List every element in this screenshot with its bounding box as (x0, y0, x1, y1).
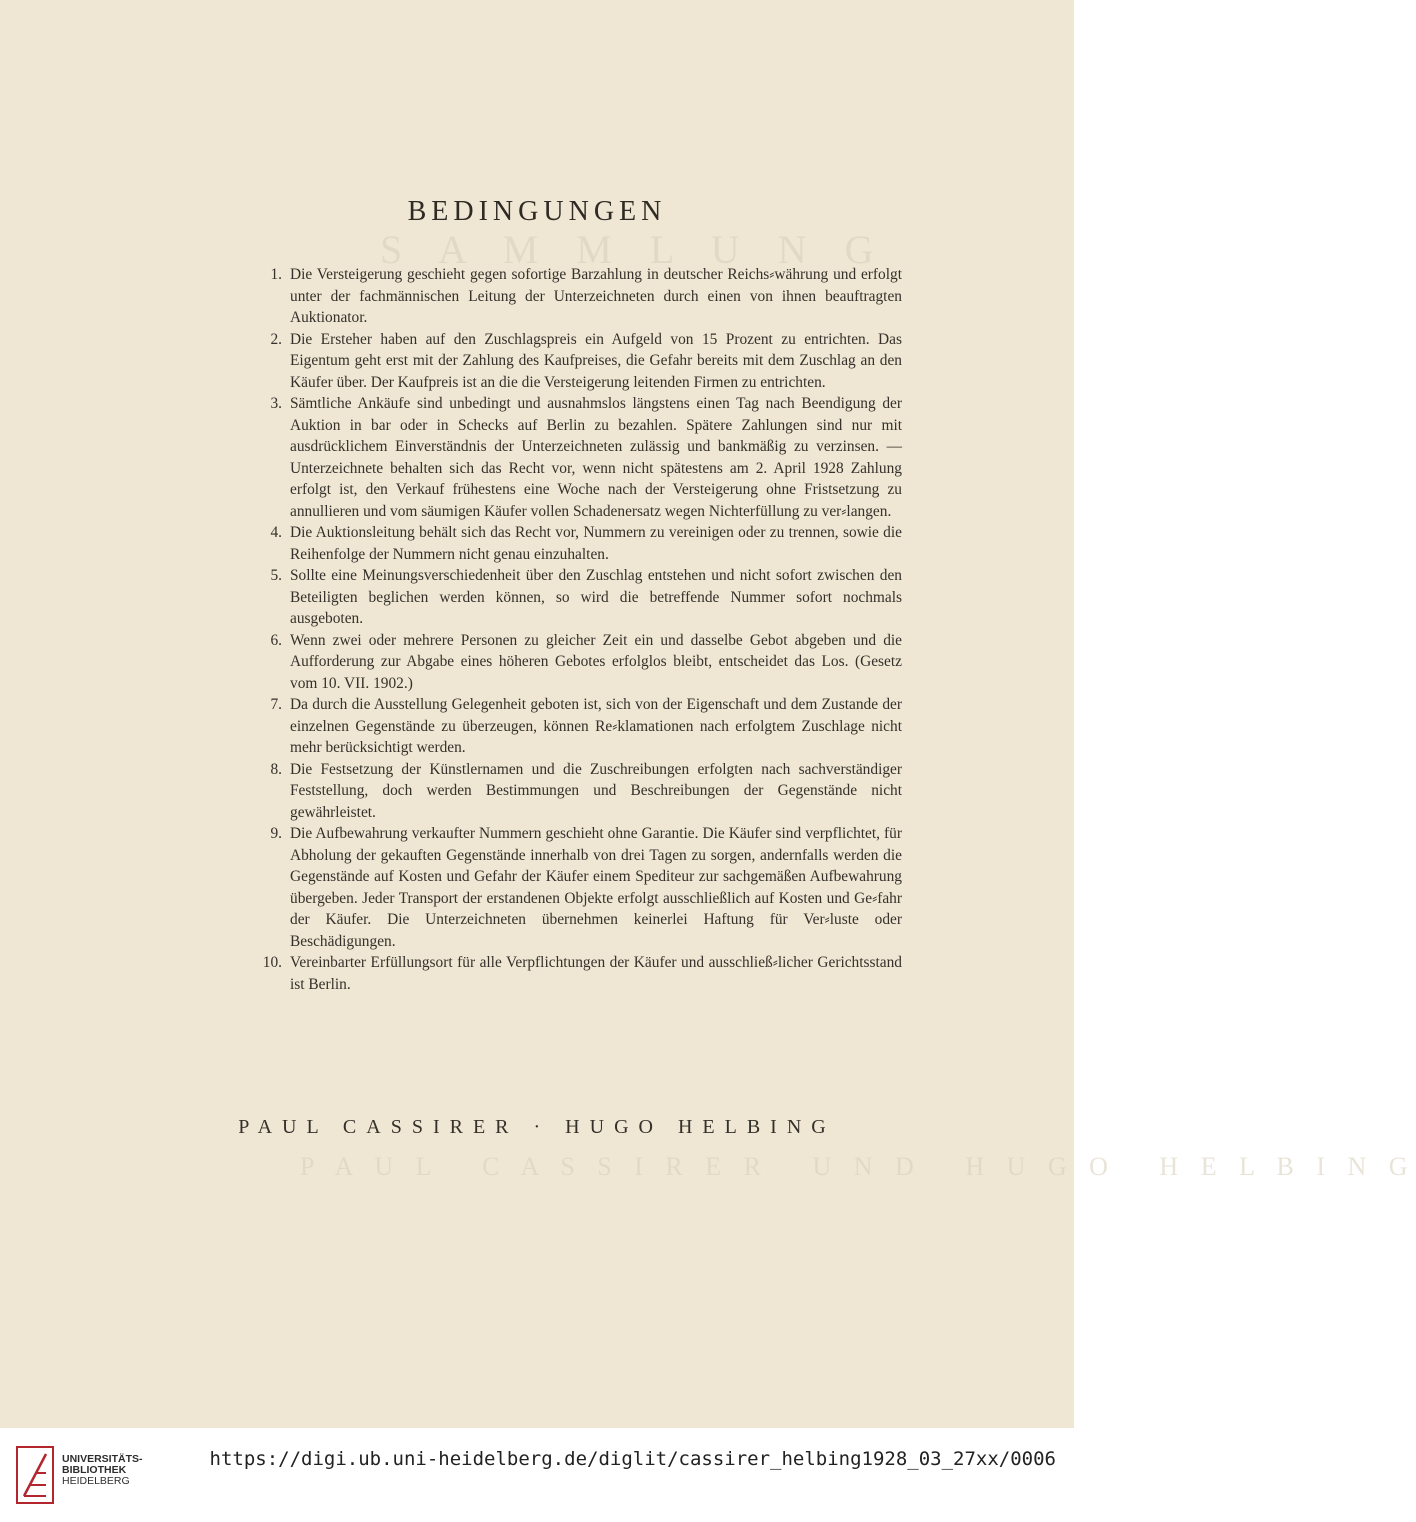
show-through-decoration: S A M M L U N G (380, 227, 888, 272)
list-item (254, 565, 902, 630)
item-number: 2. (270, 330, 282, 348)
signature-line: PAUL CASSIRER · HUGO HELBING (238, 1116, 836, 1138)
item-number: 1. (270, 266, 282, 283)
list-item (254, 630, 902, 695)
document-url-link[interactable]: https://digi.ub.uni-heidelberg.de/diglit/cassirer_helbing1928_03_27xx/0006 (209, 1448, 1056, 1470)
item-text: Die Auktionsleitung behält sich das Recht vor, Nummern zu vereinigen oder zu trennen, sowie die Reihenfolge der Nummern nicht genau einzuhalten. (290, 524, 902, 563)
item-text: Die Versteigerung geschieht gegen sofortige Barzahlung in deutscher Reichs⸗währung und erfolgt unter der fachmännischen Leitung der Unterzeichneten durch einen von ihnen beauftragten Auktionator. (290, 266, 902, 326)
item-text: Die Festsetzung der Künstlernamen und die Zuschreibungen erfolgten nach sachverständiger Feststellung, doch werden Bestimmungen und Beschreibungen der Gegenstände nicht gewährleistet. (290, 760, 902, 821)
item-text: Wenn zwei oder mehrere Personen zu gleicher Zeit ein und dasselbe Gebot abgeben und die Aufforderung zur Abgabe eines höheren Gebotes erfolglos bleibt, entscheidet das Los. (Gesetz vom 10. VII. 1902.) (290, 631, 902, 692)
item-text: Sollte eine Meinungsverschiedenheit über den Zuschlag entstehen und nicht sofort zwischen den Beteiligten beglichen werden können, so wird die betreffende Nummer sofort nochmals ausgeboten. (290, 567, 902, 627)
item-number: 6. (270, 631, 282, 649)
show-through-decoration: P A U L C A S S I R E R U N D H U G O H E L B I N G (300, 1152, 1416, 1181)
conditions-list (254, 264, 902, 995)
list-item (254, 393, 902, 522)
list-item (254, 329, 902, 394)
item-number: 4. (270, 524, 282, 541)
library-name-line: UNIVERSITÄTS- (62, 1453, 143, 1465)
item-number: 8. (270, 760, 282, 778)
list-item (254, 694, 902, 759)
item-number: 9. (270, 825, 282, 842)
list-item (254, 264, 902, 329)
list-item (254, 759, 902, 824)
item-number: 7. (270, 696, 282, 713)
item-number: 5. (270, 567, 282, 584)
page-title: BEDINGUNGEN (407, 196, 667, 227)
list-item (254, 522, 902, 565)
list-item (254, 952, 902, 995)
library-name-line: BIBLIOTHEK (62, 1464, 127, 1476)
item-number: 10. (262, 954, 282, 971)
university-library-logo-icon (16, 1446, 54, 1504)
item-text: Die Ersteher haben auf den Zuschlagspreis ein Aufgeld von 15 Prozent zu entrichten. Das Eigentum geht erst mit der Zahlung des Kaufpreises, die Gefahr bereits mit dem Zuschlag an den Käufer über. Der Kaufpreis ist an die die Versteigerung leitenden Firmen zu entrichten. (290, 330, 902, 391)
item-text: Sämtliche Ankäufe sind unbedingt und ausnahmslos längstens einen Tag nach Beendigung der Auktion in bar oder in Schecks auf Berlin zu bezahlen. Spätere Zahlungen sind nur mit ausdrücklichem Einverständnis der Unterzeichneten zulässig und bankmäßig zu verzinsen. — Unterzeichnete behalten sich das Recht vor, wenn nicht spätestens am 2. April 1928 Zahlung erfolgt ist, den Verkauf frühestens eine Woche nach der Versteigerung ohne Fristsetzung zu annullieren und vom säumigen Käufer vollen Schadenersatz wegen Nichterfüllung zu ver⸗langen. (290, 395, 902, 520)
item-text: Da durch die Ausstellung Gelegenheit geboten ist, sich von der Eigenschaft und dem Zustande der einzelnen Gegenstände zu überzeugen, können Re⸗klamationen nach erfolgtem Zuschlage nicht mehr berücksichtigt werden. (290, 696, 902, 756)
item-text: Die Aufbewahrung verkaufter Nummern geschieht ohne Garantie. Die Käufer sind verpflichtet, für Abholung der gekauften Gegenstände innerhalb von drei Tagen zu sorgen, andernfalls werden die Gegenstände auf Kosten und Gefahr der Käufer einem Spediteur zur sachgemäßen Aufbewahrung übergeben. Jeder Transport der erstandenen Objekte erfolgt ausschließlich auf Kosten und Ge⸗fahr der Käufer. Die Unterzeichneten übernehmen keinerlei Haftung für Ver⸗luste oder Beschädigungen. (290, 825, 902, 950)
item-number: 3. (270, 395, 282, 412)
item-text: Vereinbarter Erfüllungsort für alle Verpflichtungen der Käufer und ausschließ⸗licher Gerichtsstand ist Berlin. (290, 954, 902, 993)
library-name-line: HEIDELBERG (62, 1475, 130, 1487)
footer-bar (0, 1428, 1074, 1522)
list-item (254, 823, 902, 952)
library-name (62, 1454, 143, 1487)
